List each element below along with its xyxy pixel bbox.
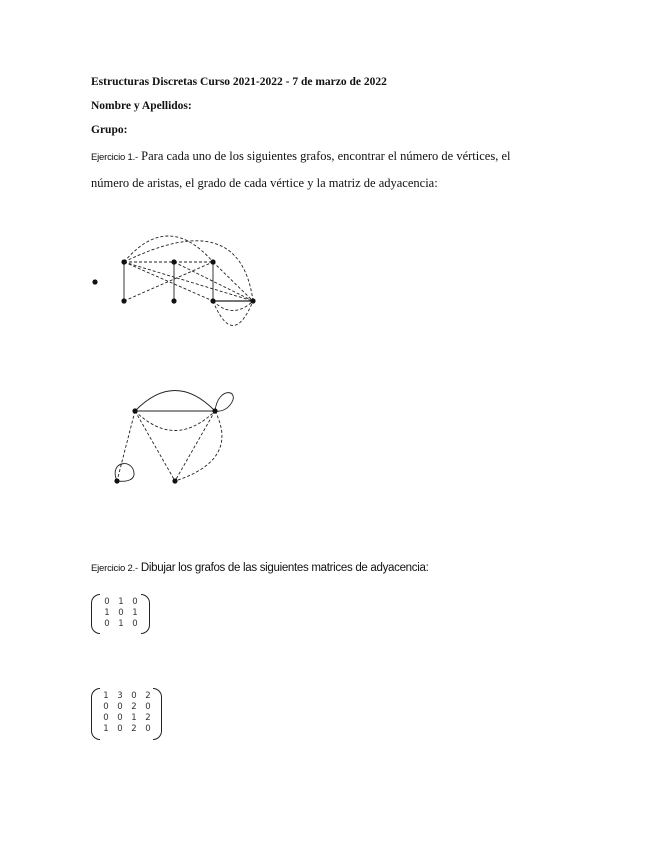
matrix-cell: 0: [103, 713, 109, 723]
matrix-cell: 0: [103, 702, 109, 712]
graph2-edge: [175, 411, 215, 481]
graph1-edge: [213, 301, 253, 311]
right-paren: [141, 594, 150, 634]
graph2-vertex: [114, 478, 119, 483]
matrix-cell: 1: [118, 619, 124, 629]
graph1-edge: [213, 301, 253, 326]
graph2-loop: [215, 393, 233, 412]
graph1-vertex: [92, 279, 97, 284]
matrix-cell: 0: [131, 691, 137, 701]
matrix-cell: 1: [103, 724, 109, 734]
graph1-edge: [124, 262, 253, 301]
matrix-cell: 2: [145, 713, 151, 723]
graph1-vertex: [171, 259, 176, 264]
matrix-cell: 1: [131, 713, 137, 723]
matrix-cell: 0: [132, 619, 138, 629]
graph1-vertex: [210, 259, 215, 264]
graph2-vertex: [132, 408, 137, 413]
matrix-cell: 0: [104, 619, 110, 629]
matrix-cell: 2: [131, 724, 137, 734]
matrix-cell: 0: [104, 597, 110, 607]
matrix-cell: 2: [145, 691, 151, 701]
graph1-vertex: [121, 298, 126, 303]
graph2-vertex: [172, 478, 177, 483]
graph1-edge: [174, 262, 253, 301]
graph2-edge: [135, 411, 215, 431]
graph1-edge: [213, 262, 253, 301]
matrix-cell: 0: [132, 597, 138, 607]
matrix-cell: 1: [103, 691, 109, 701]
graph1-vertex: [210, 298, 215, 303]
matrix-cell: 2: [131, 702, 137, 712]
graph2-vertex: [212, 408, 217, 413]
exercise2-line: [91, 562, 428, 574]
graph-1: [124, 236, 253, 326]
graph1-vertex: [250, 298, 255, 303]
exercise1-label: Ejercicio 1.-: [91, 152, 139, 163]
matrix-cell: 1: [132, 608, 138, 618]
graph2-edge: [135, 411, 175, 481]
matrix-cell: 0: [117, 702, 123, 712]
matrix-cell: 1: [118, 597, 124, 607]
matrix-cell: 3: [117, 691, 123, 701]
graph2-edge: [135, 391, 215, 412]
graph1-vertex: [121, 259, 126, 264]
document-title: Estructuras Discretas Curso 2021-2022 - 7 de marzo de 2022: [91, 76, 387, 88]
matrix-cell: 0: [117, 713, 123, 723]
exercise1-line2: número de aristas, el grado de cada vértice y la matriz de adyacencia:: [91, 176, 438, 190]
exercise2-text: Dibujar los grafos de las siguientes matrices de adyacencia:: [138, 562, 429, 574]
graph1-vertex: [171, 298, 176, 303]
graph1-edge: [124, 236, 213, 262]
exercise1-text-1: Para cada uno de los siguientes grafos, encontrar el número de vértices, el: [138, 149, 511, 163]
right-paren: [153, 688, 162, 740]
left-paren: [91, 688, 100, 740]
matrix-cell: 0: [117, 724, 123, 734]
matrix-cell: 0: [145, 724, 151, 734]
group-label: Grupo:: [91, 124, 128, 136]
adjacency-matrix-2: [91, 688, 166, 740]
name-label: Nombre y Apellidos:: [91, 100, 192, 112]
graph2-edge: [117, 411, 135, 481]
matrix-cell: 0: [118, 608, 124, 618]
matrix-cell: 0: [145, 702, 151, 712]
adjacency-matrix-1: [91, 594, 151, 634]
graph2-vertices: [114, 408, 217, 483]
graph2-edge: [175, 411, 222, 481]
left-paren: [91, 594, 100, 634]
matrix-cell: 1: [104, 608, 110, 618]
graph-2: [115, 391, 233, 482]
exercise2-label: Ejercicio 2.-: [91, 563, 139, 574]
